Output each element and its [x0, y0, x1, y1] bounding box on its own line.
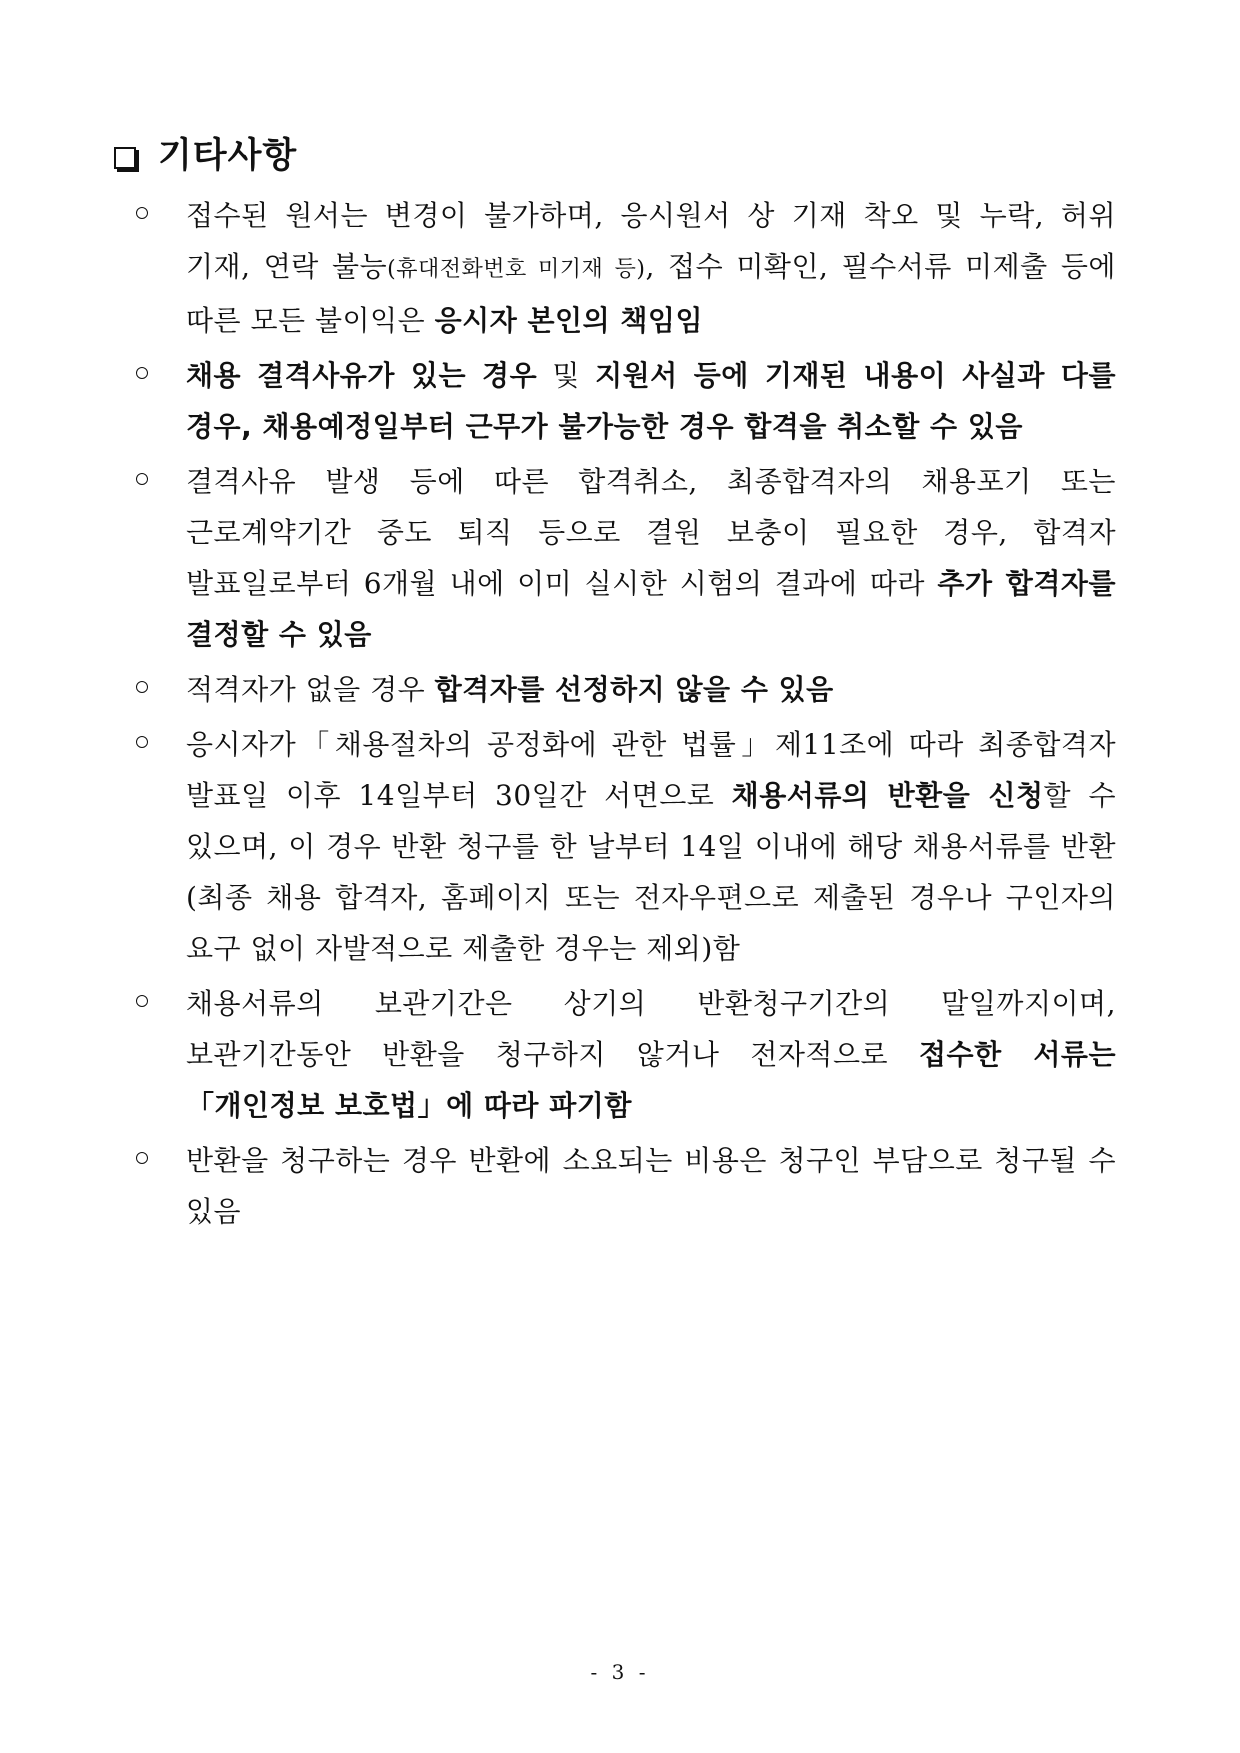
- emphasized-text: 추가 합격자를 결정할 수 있음: [186, 567, 1116, 651]
- emphasized-text: 응시자 본인의 책임임: [434, 304, 704, 337]
- emphasized-text: 지원서 등에 기재된 내용이 사실과 다를 경우, 채용예정일부터 근무가 불가능한 경우 합격을 취소할 수 있음: [186, 359, 1116, 443]
- emphasized-text: 채용 결격사유가 있는 경우: [186, 359, 538, 392]
- list-item: [136, 456, 1116, 660]
- hollow-circle-bullet-icon: [136, 473, 148, 485]
- body-text: 할 수 있으며, 이 경우 반환 청구를 한 날부터 14일 이내에 해당 채용서류를 반환(최종 채용 합격자, 홈페이지 또는 전자우편으로 제출된 경우나 구인자의 요구 없이 자발적으로 제출한 경우는 제외)함: [186, 779, 1116, 965]
- emphasized-text: 채용서류의 반환을 신청: [731, 779, 1044, 812]
- body-text: 반환을 청구하는 경우 반환에 소요되는 비용은 청구인 부담으로 청구될 수 있음: [186, 1144, 1116, 1228]
- emphasized-text: 합격자를 선정하지 않을 수 있음: [434, 673, 834, 706]
- hollow-circle-bullet-icon: [136, 207, 148, 219]
- list-item: [136, 719, 1116, 974]
- list-item: [136, 1135, 1116, 1237]
- body-text: 적격자가 없을 경우: [186, 673, 435, 706]
- emphasized-text: 접수한 서류는「개인정보 보호법」에 따라 파기함: [186, 1038, 1116, 1122]
- body-text: 접수된 원서는 변경이 불가하며, 응시원서 상 기재 착오 및 누락, 허위 기재, 연락 불능: [186, 199, 1116, 283]
- notice-list: [136, 190, 1116, 1241]
- list-item: [136, 664, 1116, 715]
- body-text: 응시자가「채용절차의 공정화에 관한 법률」제11조에 따라 최종합격자 발표일 이후 14일부터 30일간 서면으로: [186, 728, 1116, 812]
- page-number: - 3 -: [590, 1660, 650, 1684]
- list-item: [136, 350, 1116, 452]
- hollow-circle-bullet-icon: [136, 1152, 148, 1164]
- body-text: , 접수 미확인, 필수서류 미제출 등에 따른 모든 불이익은: [186, 250, 1116, 337]
- hollow-circle-bullet-icon: [136, 681, 148, 693]
- hollow-circle-bullet-icon: [136, 736, 148, 748]
- list-item: [136, 190, 1116, 346]
- body-text: 채용서류의 보관기간은 상기의 반환청구기간의 말일까지이며, 보관기간동안 반환을 청구하지 않거나 전자적으로: [186, 987, 1116, 1071]
- hollow-circle-bullet-icon: [136, 367, 148, 379]
- body-text: (휴대전화번호 미기재 등): [387, 257, 646, 282]
- checkbox-square-icon: [114, 147, 136, 169]
- section-title-text: 기타사항: [158, 136, 298, 176]
- body-text: 결격사유 발생 등에 따른 합격취소, 최종합격자의 채용포기 또는 근로계약기간 중도 퇴직 등으로 결원 보충이 필요한 경우, 합격자 발표일로부터 6개월 내에 이미 실시한 시험의 결과에 따라: [186, 465, 1116, 600]
- list-item: [136, 978, 1116, 1131]
- hollow-circle-bullet-icon: [136, 995, 148, 1007]
- section-heading: [114, 134, 297, 178]
- body-text: 및: [537, 359, 596, 392]
